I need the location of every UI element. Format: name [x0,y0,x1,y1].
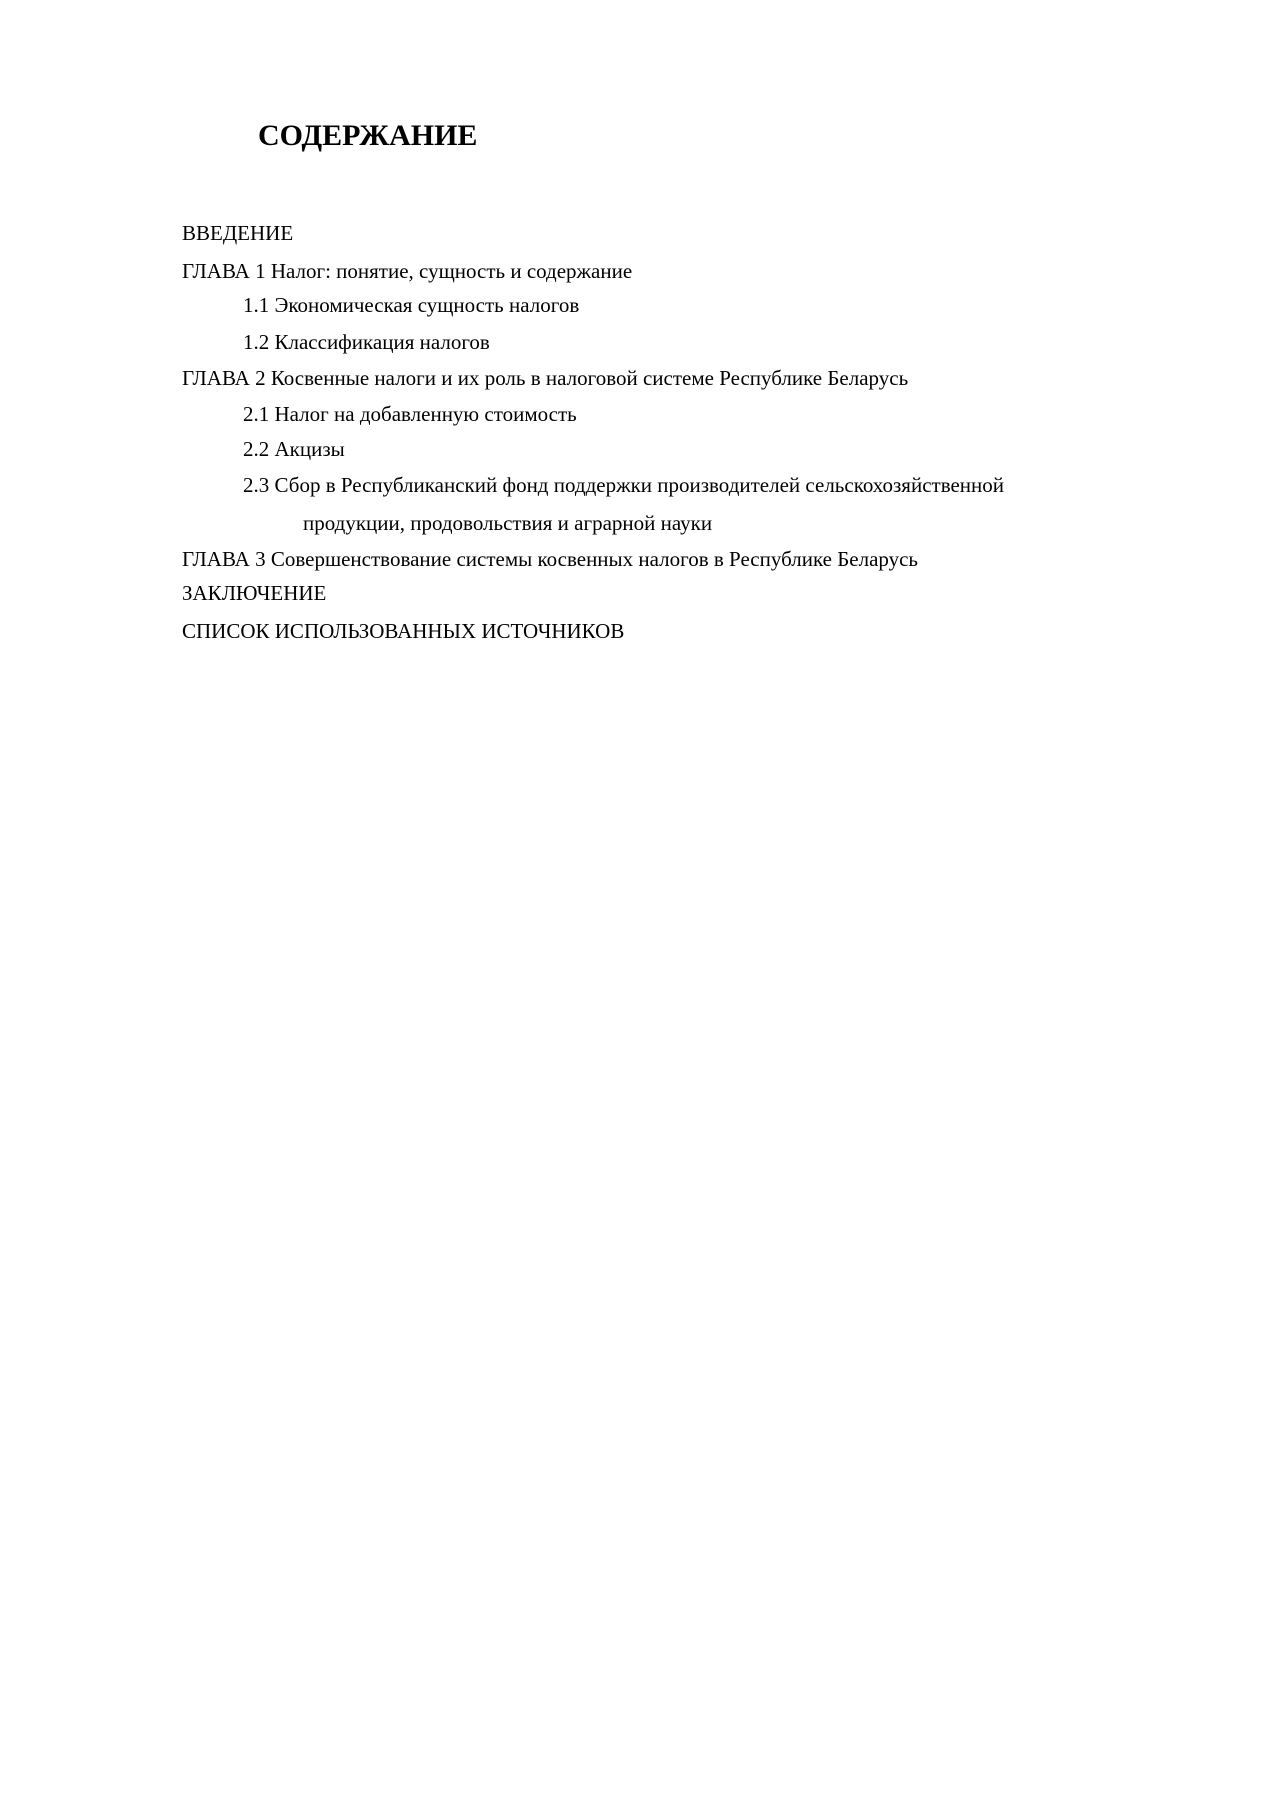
toc-item-section-2-3: 2.3 Сбор в Республиканский фонд поддержки производителей сельскохозяйственной [243,473,1005,497]
toc-item-chapter-1: ГЛАВА 1 Налог: понятие, сущность и содержание [182,259,633,283]
page-title: СОДЕРЖАНИЕ [258,119,478,152]
toc-item-section-2-2: 2.2 Акцизы [243,437,345,461]
toc-item-references: СПИСОК ИСПОЛЬЗОВАННЫХ ИСТОЧНИКОВ [182,619,625,643]
toc-item-conclusion: ЗАКЛЮЧЕНИЕ [182,581,327,605]
toc-item-section-2-1: 2.1 Налог на добавленную стоимость [243,402,577,426]
toc-item-section-1-2: 1.2 Классификация налогов [243,330,490,354]
toc-item-section-1-1: 1.1 Экономическая сущность налогов [243,293,580,317]
toc-item-section-2-3-continued: продукции, продовольствия и аграрной науки [303,511,713,535]
toc-item-chapter-2: ГЛАВА 2 Косвенные налоги и их роль в налоговой системе Республике Беларусь [182,366,909,390]
toc-item-introduction: ВВЕДЕНИЕ [182,221,294,245]
toc-item-chapter-3: ГЛАВА 3 Совершенствование системы косвенных налогов в Республике Беларусь [182,547,919,571]
